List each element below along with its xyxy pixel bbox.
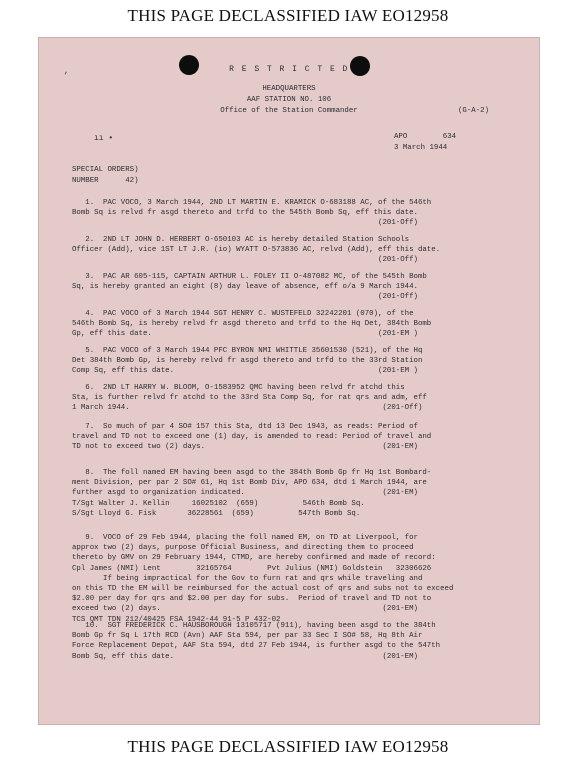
order-paragraph-9-line: 9. VOCO of 29 Feb 1944, placing the foll named EM, on TD at Liverpool, for	[72, 534, 418, 542]
declassification-banner-top: THIS PAGE DECLASSIFIED IAW EO12958	[127, 6, 449, 25]
order-paragraph-4-line: 4. PAC VOCO of 3 March 1944 SGT HENRY C. WUSTEFELD 32242201 (070), of the	[72, 310, 414, 318]
order-paragraph-1-line: Bomb Sq is relvd fr asgd thereto and trfd to the 545th Bomb Sq, eff this date.	[72, 209, 418, 218]
order-paragraph-2-line: (201-Off)	[72, 256, 418, 265]
order-paragraph-8-line: T/Sgt Walter J. Kellin 16025102 (659) 546th Bomb Sq.	[72, 499, 365, 508]
order-date: 3 March 1944	[394, 144, 448, 152]
order-paragraph-4-line: 546th Bomb Sq, is hereby relvd fr asgd thereto and trfd to the Hq Det, 384th Bomb	[72, 320, 432, 329]
order-number: NUMBER 42)	[72, 177, 139, 185]
order-paragraph-1-line: 1. PAC VOCO, 3 March 1944, 2ND LT MARTIN E. KRAMICK O-683188 AC, of the 546th	[72, 199, 432, 207]
order-paragraph-4-line: Gp, eff this date. (201-EM )	[72, 330, 418, 339]
order-paragraph-5-line: 5. PAC VOCO of 3 March 1944 PFC BYRON NMI WHITTLE 35601530 (521), of the Hq	[72, 347, 423, 355]
order-paragraph-2-line: Officer (Add), vice 1ST LT J.R. (io) WYATT O-573836 AC, relvd (Add), eff this date.	[72, 246, 441, 255]
order-paragraph-9-line: TCS QMT TDN 212/40425 FSA 1942-44 91-5 P 432-02	[72, 615, 281, 624]
order-paragraph-3-line: (201-Off)	[72, 293, 418, 302]
order-code: (G-A-2)	[458, 107, 490, 115]
order-paragraph-7-line: TD not to exceed two (2) days. (201-EM)	[72, 443, 418, 452]
order-paragraph-1-line: (201-Off)	[72, 219, 418, 228]
order-paragraph-9-line: on this TD the EM will be reimbursed for the actual cost of qrs and subs not to exceed	[72, 585, 454, 593]
order-paragraph-7-line: 7. So much of par 4 SO# 157 this Sta, dtd 13 Dec 1943, as reads: Period of	[72, 423, 418, 431]
order-paragraph-8-line: 8. The foll named EM having been asgd to the 384th Bomb Gp fr Hq 1st Bombard-	[72, 469, 432, 477]
order-paragraph-2-line: 2. 2ND LT JOHN D. HERBERT O-650103 AC is hereby detailed Station Schools	[72, 236, 410, 244]
order-paragraph-6-line: Sta, is further relvd fr atchd to the 33rd Sta Comp Sq, for rat qrs and adm, eff	[72, 394, 427, 403]
order-paragraph-9-line: $2.00 per day for qrs and $2.00 per day for subs. Period of travel and TD not to	[72, 595, 432, 604]
margin-mark: ıı •	[94, 134, 114, 143]
document-page	[38, 37, 540, 725]
stray-mark: ,	[64, 67, 69, 76]
station-heading: AAF STATION NO. 106	[246, 96, 332, 104]
order-paragraph-6-line: 6. 2ND LT HARRY W. BLOOM, O-1583952 QMC having been relvd fr atchd this	[72, 384, 405, 392]
order-paragraph-5-line: Det 384th Bomb Gp, is hereby relvd fr asgd thereto and trfd to the 33rd Station	[72, 357, 423, 366]
apo-number: APO 634	[394, 133, 457, 141]
order-paragraph-6-line: 1 March 1944. (201-Off)	[72, 404, 423, 413]
special-orders-label: SPECIAL ORDERS)	[72, 166, 139, 174]
order-paragraph-10-line: 10. SGT FREDERICK C. HAUSBOROUGH 13105717 (911), having been asgd to the 384th	[72, 622, 436, 630]
order-paragraph-9-line: exceed two (2) days. (201-EM)	[72, 605, 418, 614]
order-paragraph-9-line: If being impractical for the Gov to furn rat and qrs while traveling and	[72, 574, 423, 583]
order-paragraph-8-line: further asgd to organization indicated. (201-EM)	[72, 489, 418, 498]
order-paragraph-9-line: thereto by GMV on 29 February 1944, CTMD, are hereby confirmed and made of record:	[72, 554, 436, 563]
order-paragraph-10-line: Bomb Sq, eff this date. (201-EM)	[72, 652, 418, 661]
order-paragraph-5-line: Comp Sq, eff this date. (201-EM )	[72, 367, 418, 376]
order-paragraph-9-line: approx two (2) days, purpose Official Business, and directing them to proceed	[72, 544, 414, 553]
order-paragraph-10-line: Force Replacement Depot, AAF Sta 594, dtd 27 Feb 1944, is further asgd to the 547th	[72, 642, 441, 651]
order-paragraph-7-line: travel and TD not to exceed one (1) day, is amended to read: Period of travel and	[72, 433, 432, 442]
classification-heading: R E S T R I C T E D	[229, 65, 349, 74]
order-paragraph-10-line: Bomb Gp fr Sq L 17th RCD (Avn) AAF Sta 594, per par 33 Sec I SO# 58, Hq 8th Air	[72, 632, 423, 641]
order-paragraph-8-line: ment Division, per par 2 SO# 61, Hq 1st Bomb Div, APO 634, dtd 1 March 1944, are	[72, 479, 427, 488]
order-paragraph-9-line: Cpl James (NMI) Lent 32165764 Pvt Julius (NMI) Goldstein 32306626	[72, 564, 432, 573]
office-heading: Office of the Station Commander	[220, 107, 358, 115]
order-paragraph-3-line: Sq, is hereby granted an eight (8) day leave of absence, eff o/a 9 March 1944.	[72, 283, 418, 292]
order-paragraph-3-line: 3. PAC AR 605-115, CAPTAIN ARTHUR L. FOLEY II O-487082 MC, of the 545th Bomb	[72, 273, 427, 281]
headquarters-heading: HEADQUARTERS	[262, 85, 316, 93]
declassification-banner-bottom: THIS PAGE DECLASSIFIED IAW EO12958	[127, 737, 449, 756]
order-paragraph-8-line: S/Sgt Lloyd G. Fisk 36228561 (659) 547th Bomb Sq.	[72, 509, 361, 518]
